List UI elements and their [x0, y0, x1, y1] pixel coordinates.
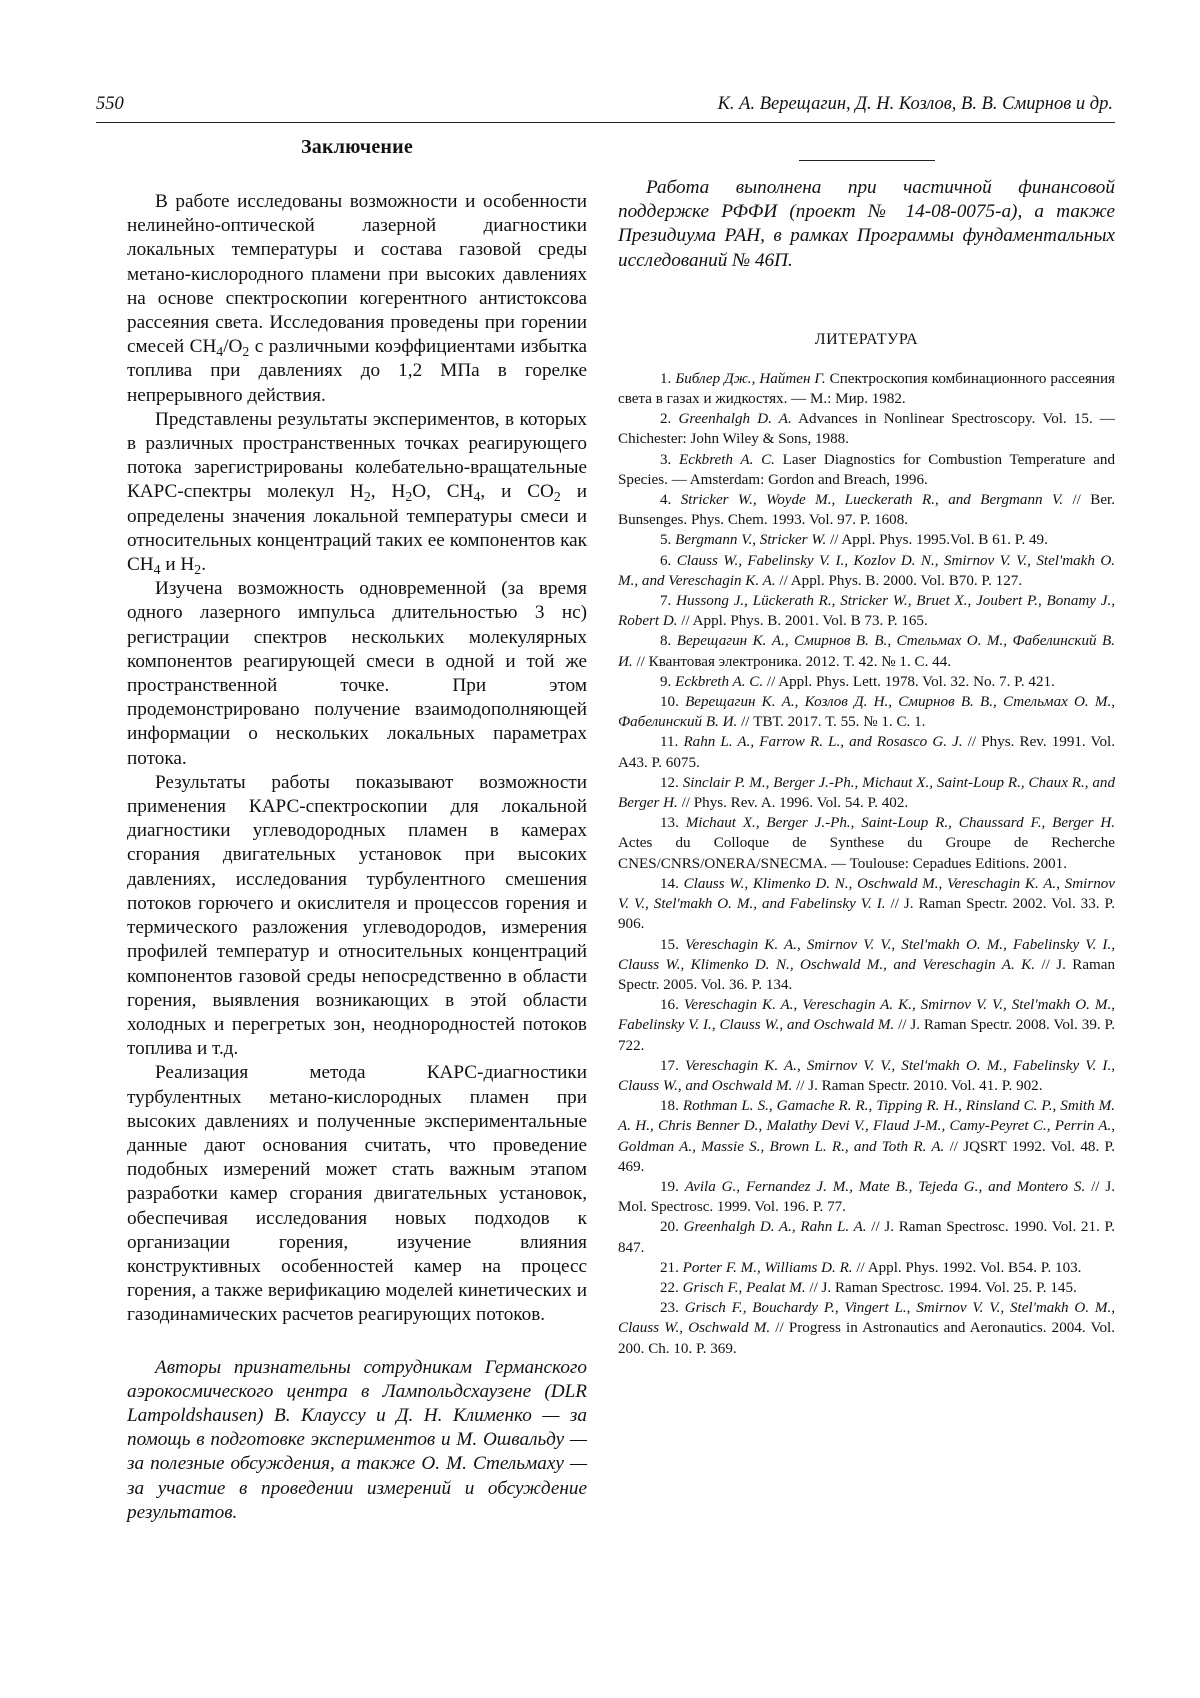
reference-source: // Appl. Phys. B. 2000. Vol. B70. P. 127.	[775, 572, 1023, 589]
reference-number: 22.	[660, 1279, 683, 1296]
reference-authors: Grisch F., Pealat M.	[682, 1279, 806, 1296]
reference-authors: Sinclair P. M., Berger J.-Ph., Michaut X., Saint-Loup R., Chaux R., and Berger H.	[618, 774, 1116, 812]
reference-number: 7.	[660, 593, 677, 610]
reference-source: // J. Raman Spectr. 2002. Vol. 33. P. 906.	[618, 896, 1115, 933]
reference-item	[618, 530, 1115, 550]
reference-number: 8.	[660, 633, 677, 650]
reference-authors: Bergmann V., Stricker W.	[675, 532, 827, 549]
page-number: 550	[96, 94, 124, 114]
reference-number: 5.	[660, 532, 676, 549]
reference-source: Спектроскопия комбинационного рассеяния света в газах и жидкостях. — М.: Мир. 1982.	[618, 370, 1115, 408]
reference-item	[618, 773, 1115, 813]
right-column	[618, 160, 1115, 1359]
reference-source: // J. Raman Spectr. 2010. Vol. 41. P. 902.	[792, 1077, 1043, 1094]
reference-authors: Hussong J., Lückerath R., Stricker W., Bruet X., Joubert P., Bonamy J., Robert D.	[618, 593, 1115, 630]
reference-number: 15.	[660, 936, 685, 953]
reference-item	[618, 732, 1115, 772]
reference-number: 2.	[660, 411, 679, 428]
reference-item	[618, 995, 1115, 1056]
reference-authors: Michaut X., Berger J.-Ph., Saint-Loup R., Chaussard F., Berger H.	[685, 815, 1115, 832]
reference-source: // Appl. Phys. 1995.Vol. B 61. P. 49.	[826, 532, 1048, 549]
reference-source: // J. Raman Spectr. 2008. Vol. 39. P. 722.	[618, 1017, 1116, 1054]
reference-authors: Vereschagin K. A., Smirnov V. V., Stel'makh O. M., Fabelinsky V. I., Clauss W., and Oschwald M.	[618, 1057, 1115, 1094]
reference-item	[618, 692, 1115, 732]
reference-authors: Eckbreth A. C.	[675, 673, 764, 690]
paragraph-5: Реализация метода КАРС-диагностики турбулентных метано-кислородных пламен при высоких давлениях и полученные экспериментальные данные дают основания считать, что проведение подобных измерений может стать важным этапом разработки камер сгорания двигательных установок, обеспечивая исследования новых подходов к организации горения, изучение влияния конструктивных особенностей камер на процесс горения, а также верификацию моделей кинетических и газодинамических расчетов реагирующих потоков.	[127, 1062, 587, 1326]
reference-item	[618, 369, 1115, 409]
reference-source: // Квантовая электроника. 2012. Т. 42. № 1. С. 44.	[632, 653, 952, 670]
reference-item	[618, 450, 1115, 490]
paragraph-2: Представлены результаты экспериментов, в которых в различных пространственных точках реагирующего потока зарегистрированы колебательно-вращательные КАРС-спектры молекул $H_2$, $H_2O$, $CH_4$, и $CO_2$ и определены значения локальной температуры смеси и относительных концентраций таких ее компонентов как $CH_4$ и $H_2$.	[127, 408, 587, 577]
funding-note: Работа выполнена при частичной финансовой поддержке РФФИ (проект № 14-08-0075-а), а также Президиума РАН, в рамках Программы фундаментальных исследований № 46П.	[618, 177, 1115, 271]
reference-authors: Rahn L. A., Farrow R. L., and Rosasco G. J.	[683, 734, 963, 751]
reference-source: // Appl. Phys. Lett. 1978. Vol. 32. No. 7. P. 421.	[763, 673, 1055, 690]
reference-source: Advances in Nonlinear Spectroscopy. Vol. 15. — Chichester: John Wiley & Sons, 1988.	[618, 411, 1116, 448]
reference-number: 19.	[660, 1178, 685, 1195]
reference-source: // J. Mol. Spectrosc. 1999. Vol. 196. P. 77.	[618, 1178, 1115, 1216]
reference-authors: Avila G., Fernandez J. M., Mate B., Tejeda G., and Montero S.	[684, 1178, 1086, 1195]
reference-number: 16.	[660, 997, 684, 1014]
reference-authors: Библер Дж., Найтен Г.	[675, 370, 826, 387]
reference-source: // Phys. Rev. A. 1996. Vol. 54. P. 402.	[677, 795, 909, 812]
reference-number: 18.	[660, 1098, 683, 1115]
reference-item	[618, 1298, 1115, 1359]
reference-source: // J. Raman Spectrosc. 1994. Vol. 25. P. 145.	[805, 1279, 1077, 1296]
reference-authors: Vereschagin K. A., Smirnov V. V., Stel'makh O. M., Fabelinsky V. I., Clauss W., Klimenko D. N., Oschwald M., and Vereschagin A. K.	[618, 936, 1115, 973]
reference-list	[618, 369, 1115, 1359]
reference-item	[618, 1278, 1115, 1298]
reference-number: 10.	[660, 694, 686, 711]
reference-number: 4.	[660, 492, 681, 509]
reference-source: Actes du Colloque de Synthese du Groupe de Recherche CNES/CNRS/ONERA/SNECMA. — Toulouse: Cepadues Editions. 2001.	[618, 835, 1115, 872]
reference-number: 20.	[660, 1219, 684, 1236]
reference-number: 6.	[660, 552, 677, 569]
reference-number: 1.	[660, 370, 676, 387]
reference-item	[618, 631, 1115, 671]
reference-item	[618, 874, 1115, 935]
reference-item	[618, 490, 1115, 530]
reference-authors: Greenhalgh D. A.	[678, 411, 792, 428]
separator-rule	[799, 160, 935, 161]
reference-item	[618, 672, 1115, 692]
section-title: Заключение	[301, 136, 413, 158]
reference-authors: Greenhalgh D. A., Rahn L. A.	[683, 1219, 867, 1236]
reference-item	[618, 1096, 1115, 1177]
reference-item	[618, 813, 1115, 874]
paragraph-3: Изучена возможность одновременной (за время одного лазерного импульса длительностью 3 нс) регистрации спектров нескольких молекулярных компонентов реагирующей смеси в одной и той же пространственной точке. При этом продемонстрировано получение взаимодополняющей информации о нескольких локальных параметрах потока.	[127, 578, 587, 769]
reference-authors: Clauss W., Fabelinsky V. I., Kozlov D. N., Smirnov V. V., Stel'makh O. M., and Vereschagin K. A.	[618, 552, 1115, 589]
reference-item	[618, 1217, 1115, 1257]
reference-authors: Верещагин К. А., Козлов Д. Н., Смирнов В. В., Стельмах О. М., Фабелинский В. И.	[618, 694, 1116, 731]
header-authors: К. А. Верещагин, Д. Н. Козлов, В. В. Смирнов и др.	[717, 94, 1113, 114]
reference-number: 13.	[660, 815, 686, 832]
reference-item	[618, 1177, 1115, 1217]
reference-source: // ТВТ. 2017. Т. 55. № 1. С. 1.	[737, 714, 926, 731]
reference-item	[618, 1258, 1115, 1278]
reference-authors: Grisch F., Bouchardy P., Vingert L., Smirnov V. V., Stel'makh O. M., Clauss W., Oschwald M.	[618, 1300, 1115, 1337]
reference-number: 12.	[660, 774, 683, 791]
reference-source: // J. Raman Spectr. 2005. Vol. 36. P. 134.	[618, 956, 1115, 993]
reference-source: // Appl. Phys. 1992. Vol. B54. P. 103.	[852, 1259, 1082, 1276]
reference-source: // Phys. Rev. 1991. Vol. A43. P. 6075.	[618, 734, 1115, 771]
reference-authors: Stricker W., Woyde M., Lueckerath R., and Bergmann V.	[680, 492, 1064, 509]
reference-item	[618, 591, 1115, 631]
running-header	[96, 92, 1115, 123]
acknowledgement: Авторы признательны сотрудникам Германского аэрокосмического центра в Лампольдсхаузене (DLR Lampoldshausen) В. Клауссу и Д. Н. Клименко — за помощь в подготовке экспериментов и М. Ошвальду — за полезные обсуждения, а также О. М. Стельмаху — за участие в проведении измерений и обсуждение результатов.	[127, 1356, 587, 1523]
reference-authors: Vereschagin K. A., Vereschagin A. K., Smirnov V. V., Stel'makh O. M., Fabelinsky V. I., Clauss W., and Oschwald M.	[618, 997, 1115, 1034]
reference-number: 17.	[660, 1057, 685, 1074]
paragraph-4: Результаты работы показывают возможности применения КАРС-спектроскопии для локальной диагностики углеводородных пламен в камерах сгорания двигательных установок при высоких давлениях, исследования турбулентного смешения потоков горючего и окислителя и процессов горения и термического разложения углеводородов, измерения профилей температур и относительных концентраций компонентов газовой среды непосредственно в области горения, выявления возникающих в этой области холодных и перегретых зон, неоднородностей потоков топлива и т.д.	[127, 771, 587, 1060]
reference-source: // Progress in Astronautics and Aeronautics. 2004. Vol. 200. Ch. 10. P. 369.	[618, 1320, 1115, 1357]
reference-authors: Rothman L. S., Gamache R. R., Tipping R. H., Rinsland C. P., Smith M. A. H., Chris Benner D., Malathy Devi V., Flaud J-M., Camy-Peyret C., Perrin A., Goldman A., Massie S., Brown L. R., and Toth R. A.	[618, 1098, 1116, 1155]
reference-authors: Eckbreth A. C.	[679, 451, 775, 468]
paragraph-1: В работе исследованы возможности и особенности нелинейно-оптической лазерной диагностики локальных температуры и состава газовой среды метано-кислородного пламени при высоких давлениях на основе спектроскопии когерентного антистоксова рассеяния света. Исследования проведены при горении смесей $CH_4/O_2$ с различными коэффициентами избытка топлива при давлениях до 1,2 МПа в горелке непрерывного действия.	[127, 191, 587, 406]
reference-authors: Clauss W., Klimenko D. N., Oschwald M., Vereschagin K. A., Smirnov V. V., Stel'makh O. M., and Fabelinsky V. I.	[618, 875, 1115, 913]
left-column	[127, 136, 587, 1525]
reference-number: 9.	[660, 673, 676, 690]
reference-number: 3.	[660, 451, 680, 468]
references-title: ЛИТЕРАТУРА	[814, 330, 919, 348]
reference-source: Laser Diagnostics for Combustion Temperature and Species. — Amsterdam: Gordon and Breach, 1996.	[618, 451, 1116, 488]
reference-source: // JQSRT 1992. Vol. 48. P. 469.	[618, 1138, 1115, 1175]
reference-source: // J. Raman Spectrosc. 1990. Vol. 21. P. 847.	[618, 1219, 1115, 1256]
reference-number: 21.	[660, 1259, 683, 1276]
reference-number: 11.	[660, 734, 684, 751]
reference-number: 23.	[660, 1300, 685, 1317]
reference-item	[618, 551, 1115, 591]
reference-source: // Ber. Bunsenges. Phys. Chem. 1993. Vol. 97. P. 1608.	[618, 492, 1115, 529]
reference-item	[618, 1056, 1115, 1096]
reference-item	[618, 935, 1115, 996]
reference-source: // Appl. Phys. B. 2001. Vol. B 73. P. 165.	[677, 613, 928, 630]
reference-authors: Porter F. M., Williams D. R.	[682, 1259, 853, 1276]
reference-number: 14.	[660, 875, 684, 892]
reference-authors: Верещагин К. А., Смирнов В. В., Стельмах О. М., Фабелинский В. И.	[618, 633, 1115, 670]
reference-item	[618, 409, 1115, 449]
